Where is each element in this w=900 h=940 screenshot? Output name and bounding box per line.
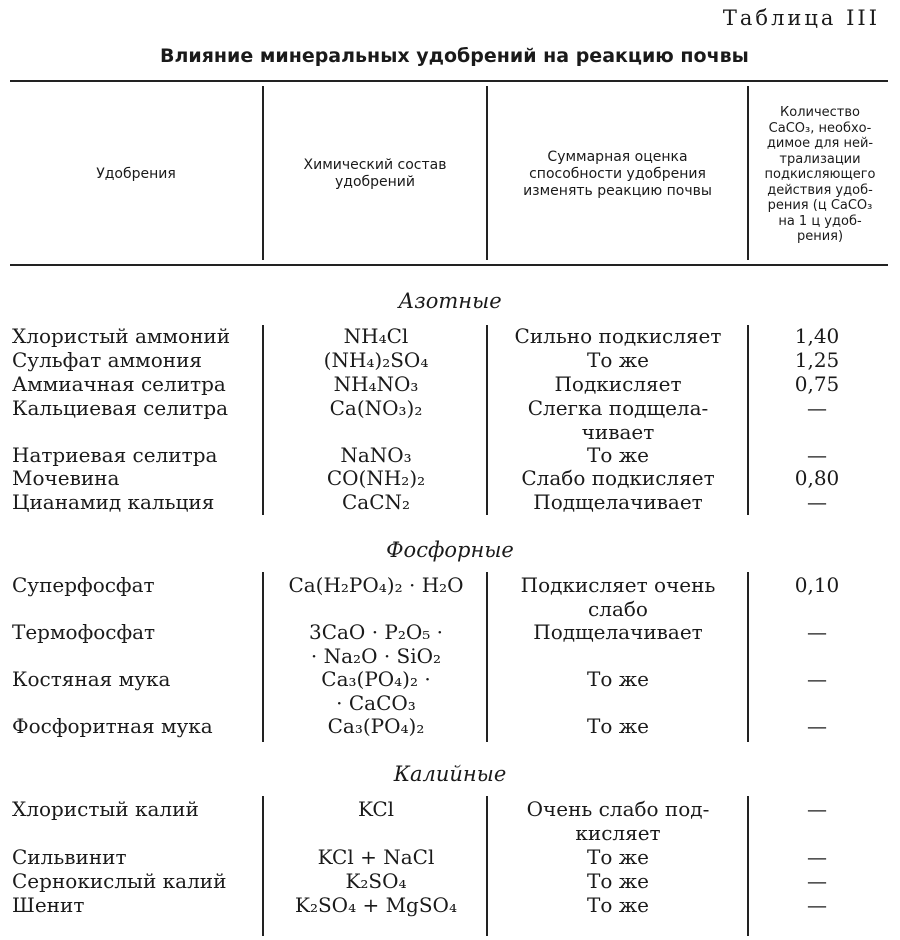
fertilizer-effect-line1: Слегка подщела- xyxy=(527,396,709,420)
fertilizer-name: Сернокислый калий xyxy=(12,869,227,893)
fertilizer-formula-line1: 3CaO · P₂O₅ · xyxy=(308,620,444,644)
fertilizer-name: Кальциевая селитра xyxy=(12,396,229,420)
fertilizer-name: Хлористый калий xyxy=(12,797,199,821)
fertilizer-effect: То же xyxy=(587,667,649,691)
fertilizer-formula: CaCN₂ xyxy=(341,490,411,514)
fertilizer-formula: K₂SO₄ xyxy=(345,869,407,893)
fertilizer-effect: Сильно подкисляет xyxy=(514,324,722,348)
fertilizer-formula-line2: · Na₂O · SiO₂ xyxy=(310,644,442,668)
phosphorus-divider-3 xyxy=(747,572,749,742)
caco3-value: — xyxy=(807,396,827,420)
fertilizer-effect-line2: чивает xyxy=(581,420,655,444)
fertilizer-name: Шенит xyxy=(12,893,85,917)
potassium-divider-2 xyxy=(486,796,488,936)
fertilizer-formula: NH₄Cl xyxy=(343,324,409,348)
fertilizer-name: Мочевина xyxy=(12,466,120,490)
section-nitrogen: Азотные xyxy=(398,289,502,313)
fertilizer-name: Хлористый аммоний xyxy=(12,324,231,348)
fertilizer-effect: То же xyxy=(587,845,649,869)
fertilizer-formula: NH₄NO₃ xyxy=(333,372,419,396)
caco3-value: — xyxy=(807,893,827,917)
fertilizer-formula: Ca(NO₃)₂ xyxy=(329,396,423,420)
table-title: Влияние минеральных удобрений на реакцию почвы xyxy=(160,45,749,67)
caco3-value: — xyxy=(807,797,827,821)
nitrogen-divider-3 xyxy=(747,325,749,515)
fertilizer-name: Суперфосфат xyxy=(12,573,155,597)
caco3-value: — xyxy=(807,490,827,514)
section-phosphorus: Фосфорные xyxy=(386,538,514,562)
fertilizer-effect-line1: Очень слабо под- xyxy=(526,797,710,821)
fertilizer-effect: Слабо подкисляет xyxy=(521,466,715,490)
table-caption: Таблица III xyxy=(722,6,880,30)
fertilizer-formula: CO(NH₂)₂ xyxy=(326,466,426,490)
fertilizer-formula: (NH₄)₂SO₄ xyxy=(323,348,429,372)
fertilizer-name: Аммиачная селитра xyxy=(12,372,226,396)
header-divider-3 xyxy=(747,86,749,260)
header-effect: Суммарная оценка способности удобрения изменять реакцию почвы xyxy=(523,148,712,199)
nitrogen-divider-2 xyxy=(486,325,488,515)
header-top-rule xyxy=(10,80,888,82)
caco3-value: 0,10 xyxy=(794,573,840,597)
fertilizer-effect: То же xyxy=(587,893,649,917)
fertilizer-formula: Ca(H₂PO₄)₂ · H₂O xyxy=(288,573,464,597)
fertilizer-name: Цианамид кальция xyxy=(12,490,215,514)
fertilizer-formula-line1: Ca₃(PO₄)₂ · xyxy=(321,667,431,691)
fertilizer-name: Сульфат аммония xyxy=(12,348,203,372)
fertilizer-effect: То же xyxy=(587,714,649,738)
fertilizer-effect: То же xyxy=(587,869,649,893)
fertilizer-formula: NaNO₃ xyxy=(340,443,412,467)
potassium-divider-1 xyxy=(262,796,264,936)
phosphorus-divider-1 xyxy=(262,572,264,742)
header-fertilizer: Удобрения xyxy=(96,165,176,182)
header-composition: Химический состав удобрений xyxy=(303,157,447,190)
fertilizer-formula: Ca₃(PO₄)₂ xyxy=(327,714,425,738)
fertilizer-formula: KCl xyxy=(357,797,395,821)
header-bottom-rule xyxy=(10,264,888,266)
fertilizer-effect: Подщелачивает xyxy=(533,620,703,644)
caco3-value: — xyxy=(807,620,827,644)
potassium-divider-3 xyxy=(747,796,749,936)
fertilizer-name: Термофосфат xyxy=(12,620,156,644)
fertilizer-effect: Подкисляет xyxy=(554,372,682,396)
nitrogen-divider-1 xyxy=(262,325,264,515)
section-potassium: Калийные xyxy=(393,762,507,786)
fertilizer-effect-line2: слабо xyxy=(588,597,648,621)
fertilizer-effect: То же xyxy=(587,348,649,372)
phosphorus-divider-2 xyxy=(486,572,488,742)
fertilizer-name: Костяная мука xyxy=(12,667,171,691)
fertilizer-effect-line2: кисляет xyxy=(575,821,661,845)
header-divider-2 xyxy=(486,86,488,260)
caco3-value: 1,25 xyxy=(794,348,840,372)
fertilizer-name: Фосфоритная мука xyxy=(12,714,213,738)
caco3-value: — xyxy=(807,667,827,691)
fertilizer-effect-line1: Подкисляет очень xyxy=(520,573,716,597)
fertilizer-effect: Подщелачивает xyxy=(533,490,703,514)
caco3-value: — xyxy=(807,869,827,893)
fertilizer-formula-line2: · CaCO₃ xyxy=(336,691,416,715)
fertilizer-name: Натриевая селитра xyxy=(12,443,218,467)
fertilizer-formula: K₂SO₄ + MgSO₄ xyxy=(295,893,457,917)
caco3-value: — xyxy=(807,845,827,869)
caco3-value: 0,80 xyxy=(794,466,840,490)
caco3-value: 0,75 xyxy=(794,372,840,396)
caco3-value: — xyxy=(807,443,827,467)
fertilizer-formula: KCl + NaCl xyxy=(317,845,435,869)
caco3-value: — xyxy=(807,714,827,738)
caco3-value: 1,40 xyxy=(794,324,840,348)
fertilizer-effect: То же xyxy=(587,443,649,467)
header-divider-1 xyxy=(262,86,264,260)
header-caco3-amount: Количество CaCO₃, необхо- димое для ней- трализации подкисляющего действия удоб- рения (ц CaCO₃ на 1 ц удоб- рения) xyxy=(764,105,876,245)
fertilizer-name: Сильвинит xyxy=(12,845,127,869)
